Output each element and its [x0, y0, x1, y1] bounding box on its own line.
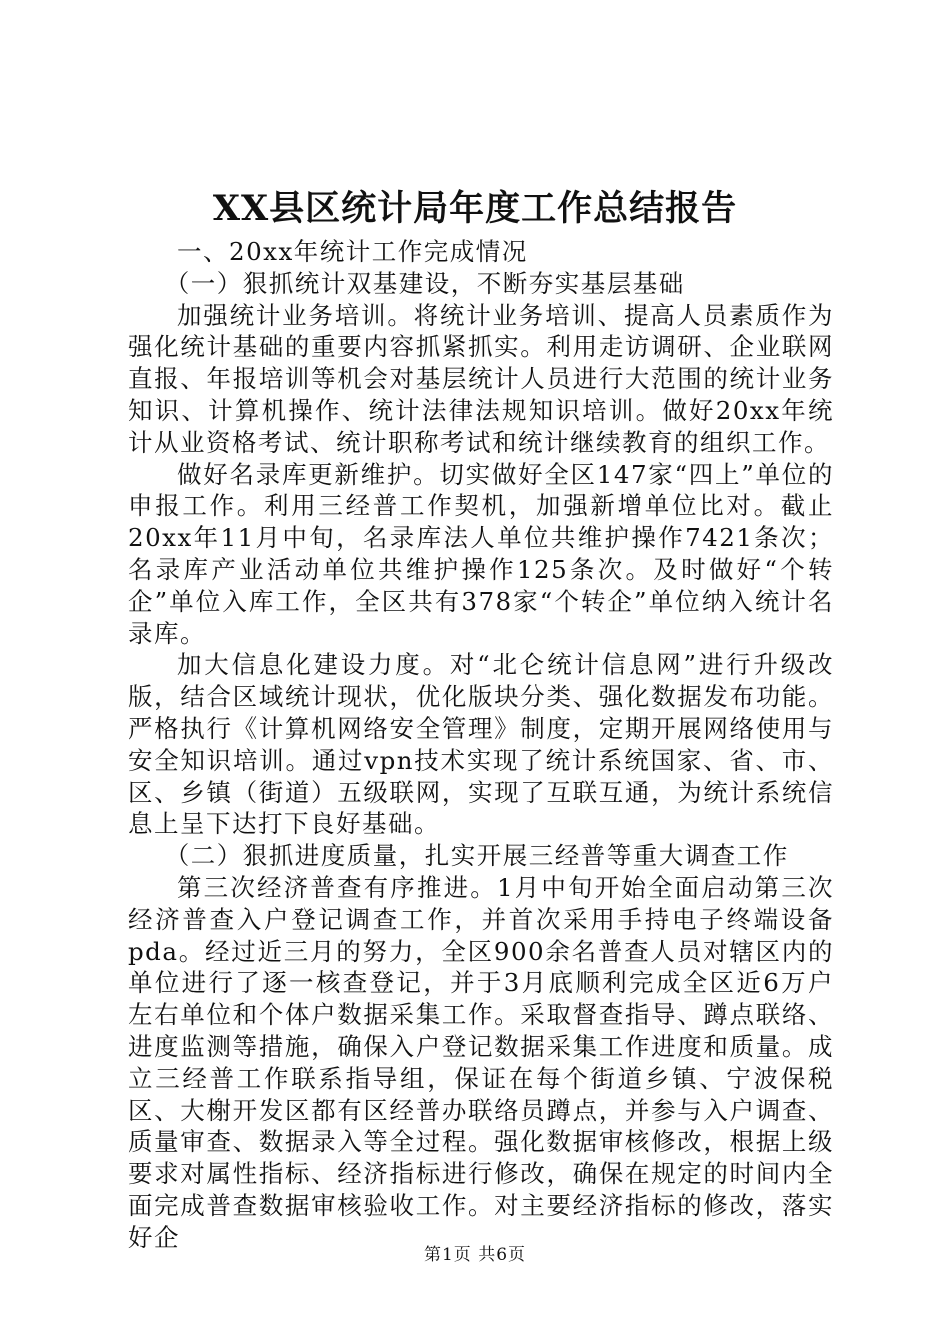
- page-footer: 第1页 共6页: [423, 1245, 527, 1265]
- body-paragraph: 做好名录库更新维护。切实做好全区147家“四上”单位的申报工作。利用三经普工作契机，加强新增单位比对。截止20xx年11月中旬，名录库法人单位共维护操作7421条次；名录库产业活动单位共维护操作125条次。及时做好“个转企”单位入库工作，全区共有378家“个转企”单位纳入统计名录库。: [128, 459, 834, 648]
- subsection-heading: （二）狠抓进度质量，扎实开展三经普等重大调查工作: [164, 841, 789, 871]
- body-paragraph: 加强统计业务培训。将统计业务培训、提高人员素质作为强化统计基础的重要内容抓紧抓实。利用走访调研、企业联网直报、年报培训等机会对基层统计人员进行大范围的统计业务知识、计算机操作、统计法律法规知识培训。做好20xx年统计从业资格考试、统计职称考试和统计继续教育的组织工作。: [128, 300, 834, 457]
- document-title: XX县区统计局年度工作总结报告: [212, 188, 738, 229]
- section-heading: 一、20xx年统计工作完成情况: [177, 237, 528, 266]
- body-paragraph: 加大信息化建设力度。对“北仑统计信息网”进行升级改版，结合区域统计现状，优化版块分类、强化数据发布功能。严格执行《计算机网络安全管理》制度，定期开展网络使用与安全知识培训。通过vpn技术实现了统计系统国家、省、市、区、乡镇（街道）五级联网，实现了互联互通，为统计系统信息上呈下达打下良好基础。: [128, 650, 834, 839]
- subsection-heading: （一）狠抓统计双基建设，不断夯实基层基础: [164, 268, 685, 298]
- document-body: [128, 236, 834, 1254]
- body-paragraph: 第三次经济普查有序推进。1月中旬开始全面启动第三次经济普查入户登记调查工作，并首次采用手持电子终端设备pda。经过近三月的努力，全区900余名普查人员对辖区内的单位进行了逐一核查登记，并于3月底顺利完成全区近6万户左右单位和个体户数据采集工作。采取督查指导、蹲点联络、进度监测等措施，确保入户登记数据采集工作进度和质量。成立三经普工作联系指导组，保证在每个街道乡镇、宁波保税区、大榭开发区都有区经普办联络员蹲点，并参与入户调查、质量审查、数据录入等全过程。强化数据审核修改，根据上级要求对属性指标、经济指标进行修改，确保在规定的时间内全面完成普查数据审核验收工作。对主要经济指标的修改，落实好企: [128, 872, 834, 1252]
